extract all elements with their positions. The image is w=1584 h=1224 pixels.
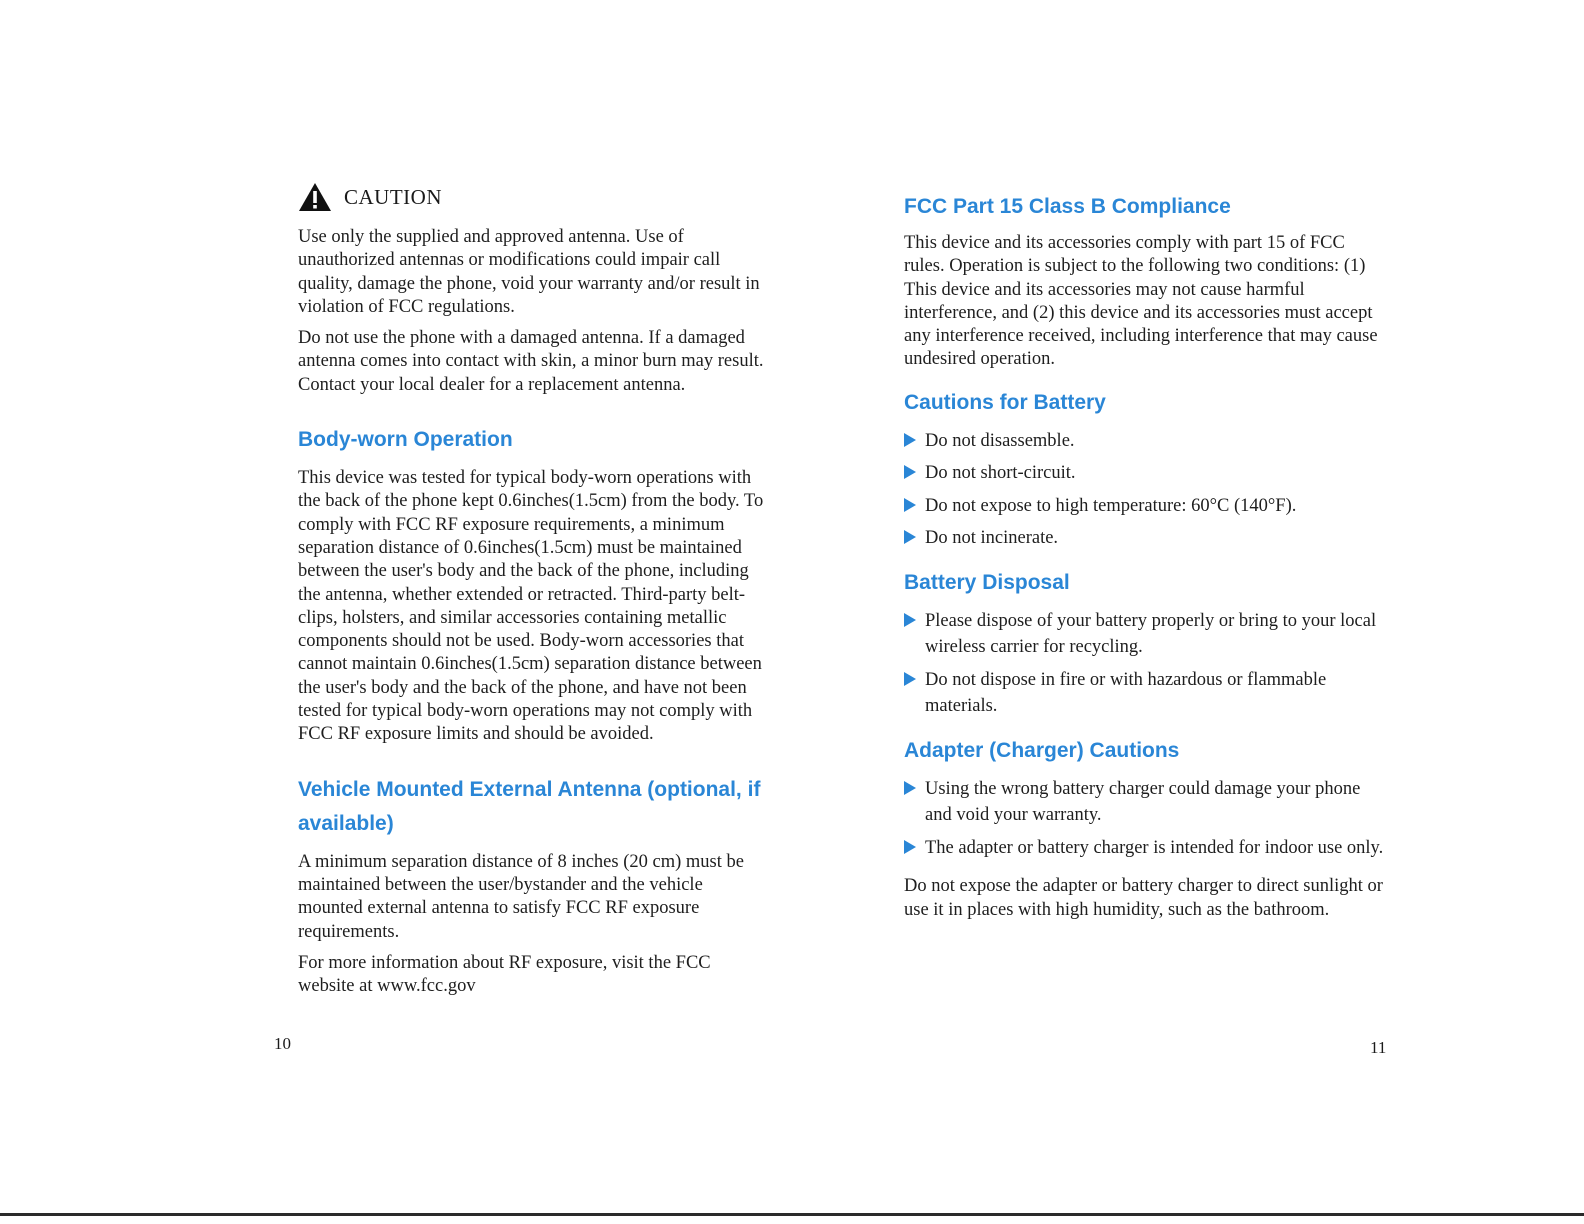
- list-item: [904, 667, 1384, 720]
- vehicle-paragraph: For more information about RF exposure, visit the FCC website at www.fcc.gov: [298, 952, 711, 997]
- bullet-arrow-icon: [904, 672, 916, 686]
- list-item-text: Using the wrong battery charger could damage your phone and void your warranty.: [925, 778, 1361, 826]
- bullet-arrow-icon: [904, 781, 916, 795]
- vehicle-paragraph: A minimum separation distance of 8 inches (20 cm) must be maintained between the user/bystander and the vehicle mounted external antenna to satisfy FCC RF exposure requirements.: [298, 851, 744, 942]
- bullet-arrow-icon: [904, 840, 916, 854]
- adapter-note: Do not expose the adapter or battery charger to direct sunlight or use it in places with high humidity, such as the bathroom.: [904, 876, 1383, 920]
- list-item-text: The adapter or battery charger is intended for indoor use only.: [925, 837, 1384, 858]
- fcc-text: This device and its accessories comply with part 15 of FCC rules. Operation is subject to the following two conditions: (1) This device and its accessories may not cause harmful interference, and (2) this device and its accessories must accept any interference received, including interference that may cause undesired operation.: [904, 233, 1378, 370]
- list-item-text: Please dispose of your battery properly or bring to your local wireless carrier for recycling.: [925, 610, 1377, 658]
- body-worn-heading: Body-worn Operation: [298, 428, 513, 452]
- right-column: [904, 190, 1384, 930]
- battery-cautions-list: [904, 428, 1384, 552]
- list-item-text: Do not expose to high temperature: 60°C (140°F).: [925, 495, 1297, 516]
- right-page: [792, 0, 1584, 1224]
- list-item-text: Do not incinerate.: [925, 528, 1059, 549]
- warning-triangle-icon: [298, 182, 332, 212]
- bullet-arrow-icon: [904, 465, 916, 479]
- caution-paragraph: Do not use the phone with a damaged antenna. If a damaged antenna comes into contact with skin, a minor burn may result. Contact your local dealer for a replacement antenna.: [298, 328, 764, 395]
- bullet-arrow-icon: [904, 498, 916, 512]
- battery-cautions-heading: Cautions for Battery: [904, 390, 1106, 414]
- list-item: [904, 525, 1384, 552]
- list-item: [904, 493, 1384, 520]
- caution-title: CAUTION: [344, 184, 442, 209]
- list-item-text: Do not short-circuit.: [925, 463, 1076, 484]
- page-number-right: 11: [1370, 1038, 1387, 1057]
- list-item: [904, 428, 1384, 455]
- battery-disposal-heading: Battery Disposal: [904, 570, 1070, 594]
- list-item: [904, 460, 1384, 487]
- fcc-heading: FCC Part 15 Class B Compliance: [904, 195, 1231, 218]
- list-item-text: Do not disassemble.: [925, 430, 1075, 451]
- adapter-list: [904, 776, 1384, 862]
- bullet-arrow-icon: [904, 433, 916, 447]
- left-column: [298, 182, 768, 1006]
- page-number-left: 10: [274, 1034, 291, 1053]
- list-item: [904, 776, 1384, 829]
- bottom-rule: [0, 1213, 1584, 1216]
- list-item: [904, 835, 1384, 862]
- battery-disposal-list: [904, 608, 1384, 720]
- caution-header: [298, 182, 768, 212]
- caution-paragraph: Use only the supplied and approved antenna. Use of unauthorized antennas or modifications could impair call quality, damage the phone, void your warranty and/or result in violation of FCC regulations.: [298, 227, 760, 317]
- vehicle-antenna-heading: Vehicle Mounted External Antenna (optional, if available): [298, 777, 761, 835]
- adapter-heading: Adapter (Charger) Cautions: [904, 738, 1180, 762]
- bullet-arrow-icon: [904, 613, 916, 627]
- body-worn-text: This device was tested for typical body-worn operations with the back of the phone kept 0.6inches(1.5cm) from the body. To comply with FCC RF exposure requirements, a minimum separation distance of 0.6inches(1.5cm) must be maintained between the user's body and the back of the phone, including the antenna, whether extended or retracted. Third-party belt-clips, holsters, and similar accessories containing metallic components should not be used. Body-worn accessories that cannot maintain 0.6inches(1.5cm) separation distance between the user's body and the back of the phone, and have not been tested for typical body-worn operations may not comply with FCC RF exposure limits and should be avoided.: [298, 468, 764, 745]
- bullet-arrow-icon: [904, 530, 916, 544]
- list-item-text: Do not dispose in fire or with hazardous or flammable materials.: [925, 669, 1327, 717]
- list-item: [904, 608, 1384, 661]
